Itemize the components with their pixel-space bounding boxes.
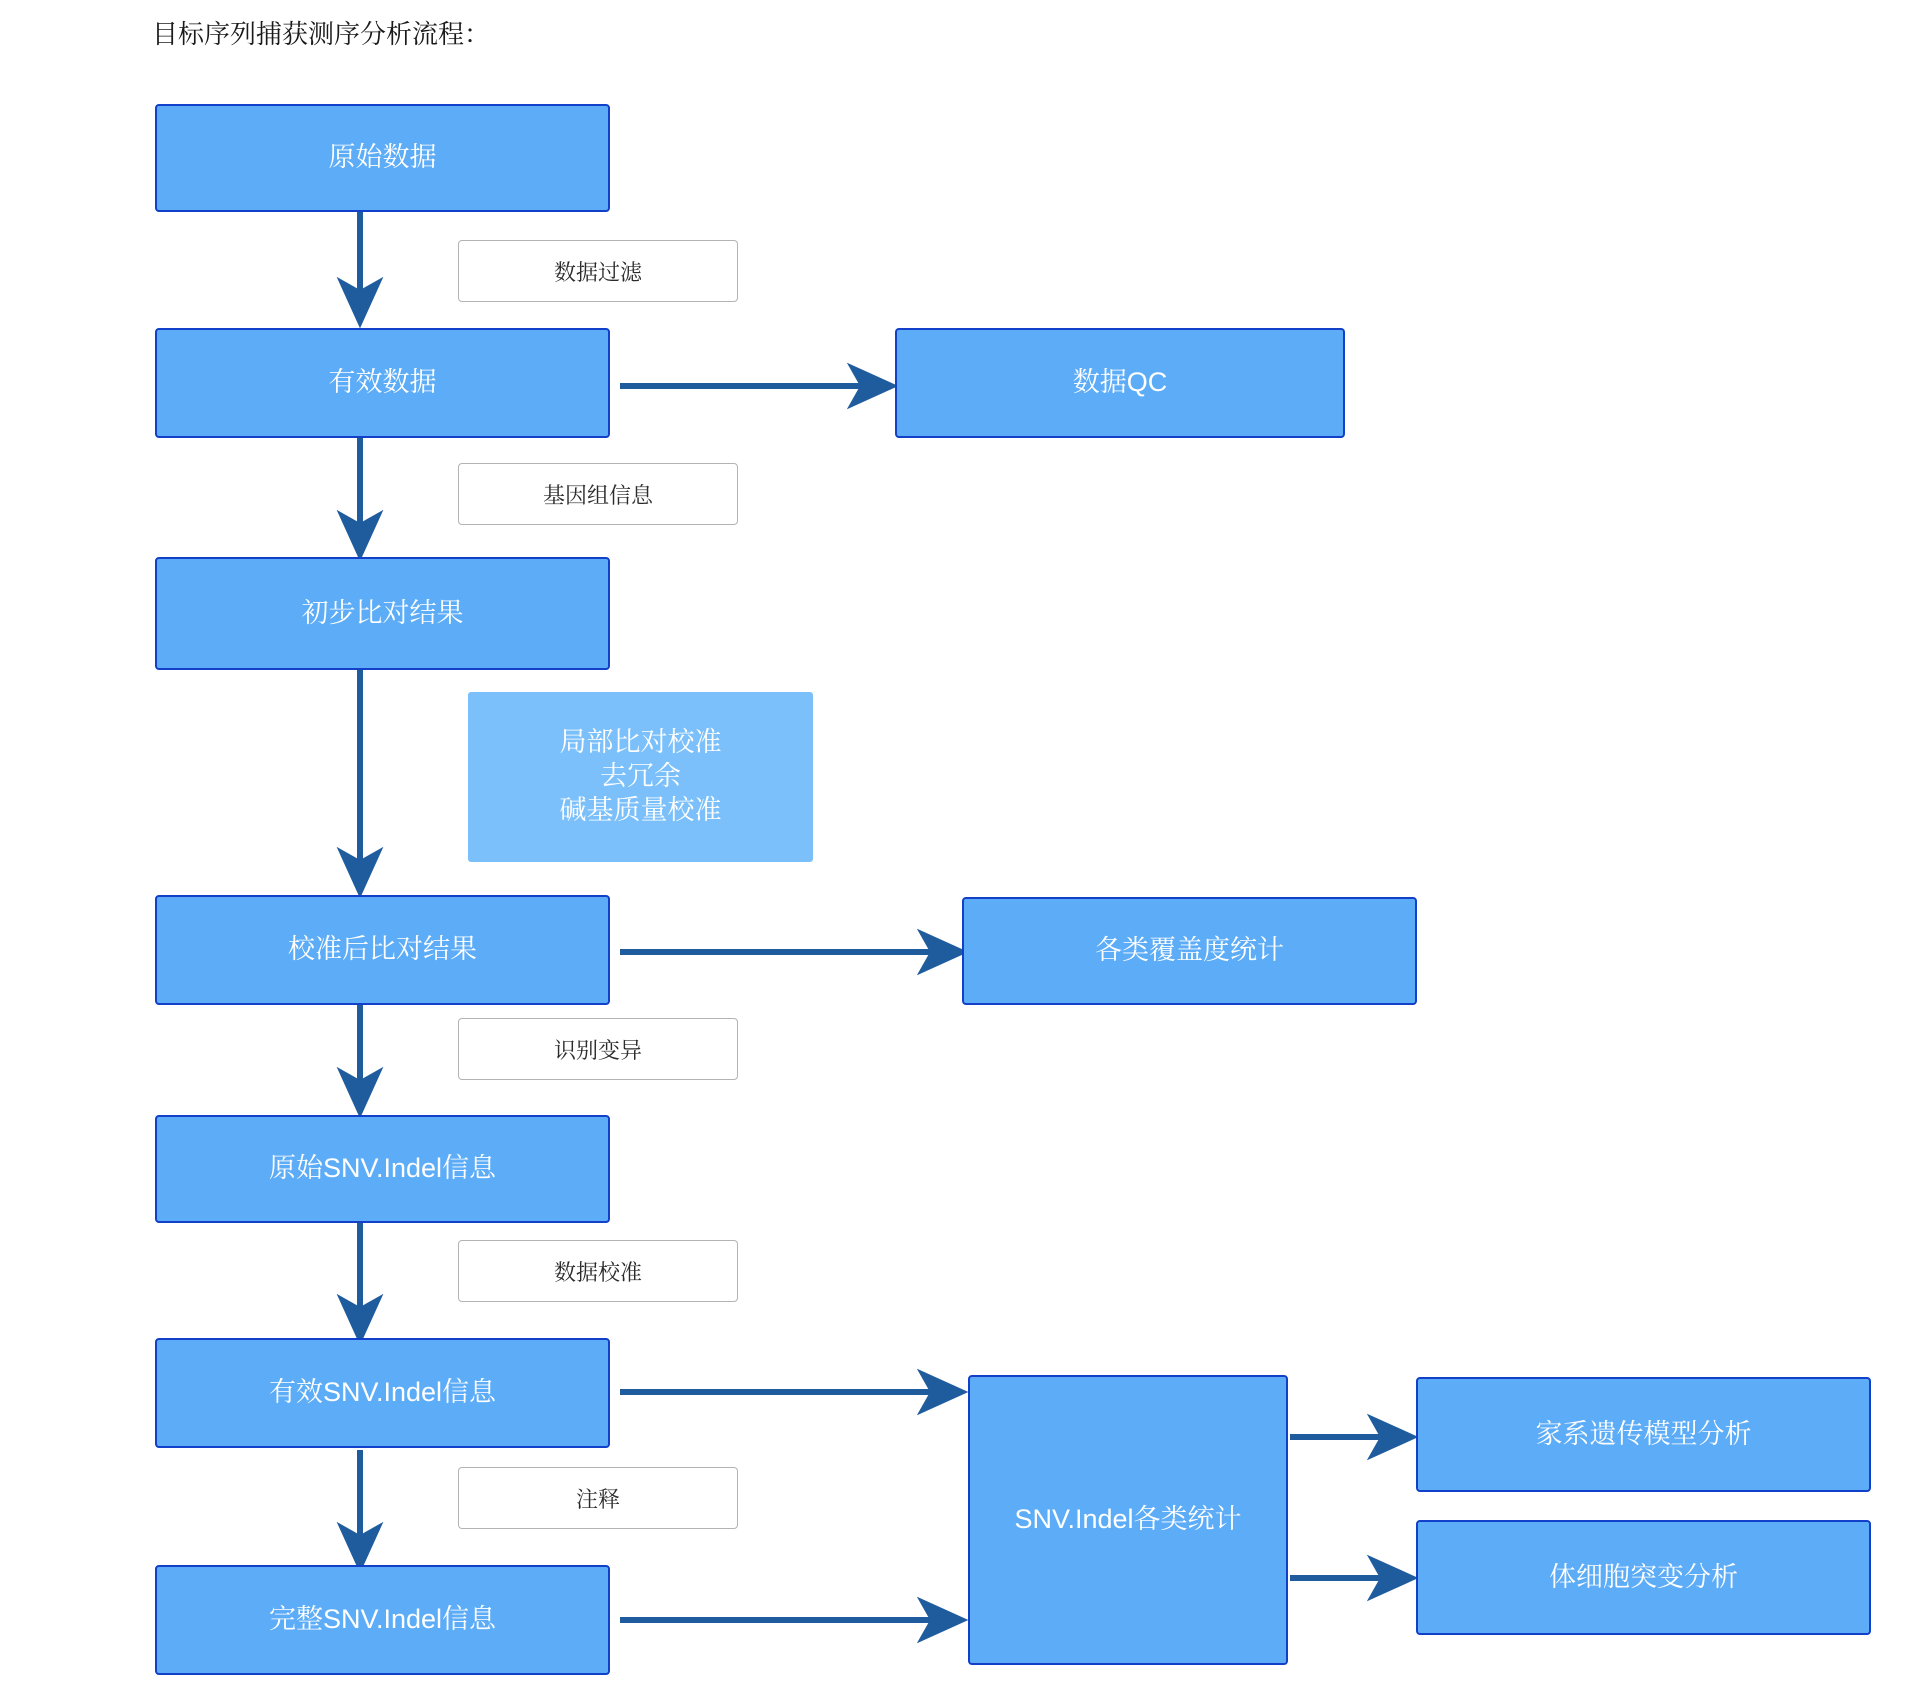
node-label: 原始SNV.Indel信息 [268,1153,497,1184]
realign-line-2: 去冗余 [600,761,681,792]
node-calibrated-alignment[interactable] [155,895,610,1005]
node-data-qc[interactable] [895,328,1345,438]
node-valid-snv-indel[interactable] [155,1338,610,1448]
node-label: 有效SNV.Indel信息 [268,1377,497,1408]
node-label: 校准后比对结果 [288,934,477,965]
node-somatic-mutation-analysis[interactable] [1416,1520,1871,1635]
edge-label-text: 注释 [575,1486,620,1512]
node-raw-snv-indel[interactable] [155,1115,610,1223]
node-initial-alignment[interactable] [155,557,610,670]
node-full-snv-indel[interactable] [155,1565,610,1675]
node-realignment-process[interactable] [468,692,813,862]
node-label: 完整SNV.Indel信息 [268,1604,497,1635]
node-label: 体细胞突变分析 [1549,1561,1738,1592]
node-label: 家系遗传模型分析 [1535,1418,1752,1449]
page-title: 目标序列捕获测序分析流程： [152,19,491,49]
node-pedigree-analysis[interactable] [1416,1377,1871,1492]
node-coverage-stats[interactable] [962,897,1417,1005]
edge-label-data-filter [458,240,738,302]
edge-label-genome-info [458,463,738,525]
node-label: 初步比对结果 [301,597,464,628]
edge-label-text: 数据校准 [553,1259,642,1285]
node-label: 有效数据 [328,367,437,398]
edge-label-annotation [458,1467,738,1529]
node-label: 数据QC [1072,367,1168,398]
edge-label-data-calibration [458,1240,738,1302]
edge-label-call-variant [458,1018,738,1080]
node-label: SNV.Indel各类统计 [1014,1504,1242,1535]
realign-line-3: 碱基质量校准 [559,794,722,825]
node-raw-data[interactable] [155,104,610,212]
node-valid-data[interactable] [155,328,610,438]
edge-label-text: 识别变异 [553,1037,642,1063]
edge-label-text: 数据过滤 [553,259,642,285]
edge-label-text: 基因组信息 [542,482,653,508]
node-label: 各类覆盖度统计 [1095,935,1284,966]
node-label: 原始数据 [328,142,437,173]
realign-line-1: 局部比对校准 [559,727,722,758]
node-snv-indel-stats[interactable] [968,1375,1288,1665]
